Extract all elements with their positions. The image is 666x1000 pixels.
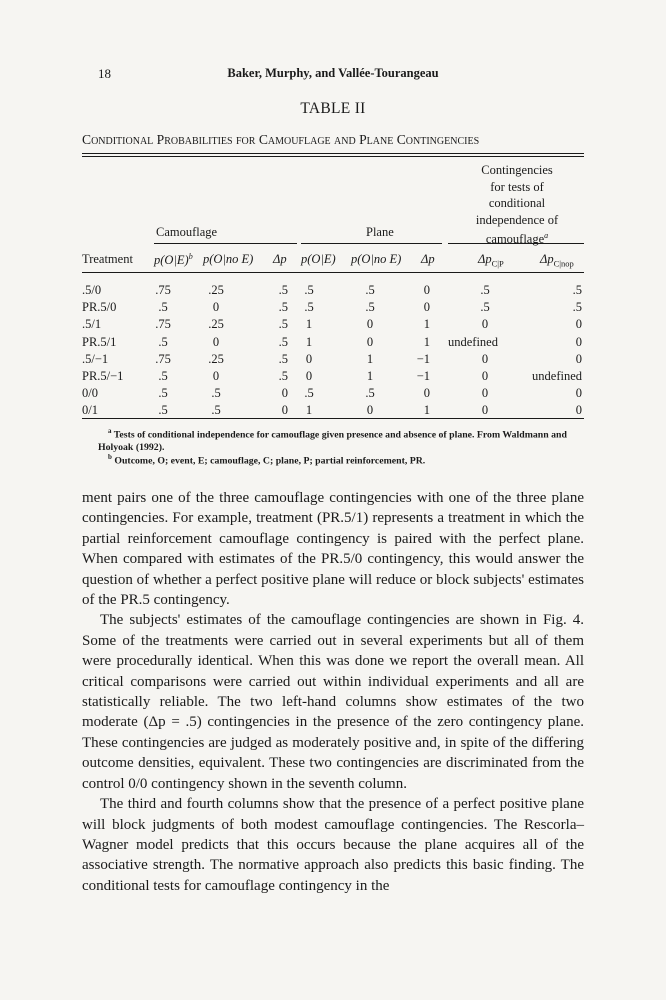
table-cell-p-pnoe: 0 — [366, 334, 374, 349]
table-cell-dp-cp: 0 — [481, 403, 489, 418]
contingencies-group-header: Contingencies for tests of conditional independence of camouflage$^a$ — [475, 163, 559, 247]
table-cell-p-dp: 1 — [423, 317, 430, 332]
table-row — [0, 403, 666, 419]
table-cell-c-poe: .5 — [158, 369, 168, 383]
col-header-dp-cp: $\Delta p_{C|P}$ — [478, 252, 504, 269]
table-cell-c-poe: .75 — [155, 283, 171, 297]
table-cell-dp-cp: .5 — [480, 283, 490, 297]
table-cell-c-poe: .5 — [158, 386, 168, 401]
header-bottom-rule — [82, 272, 584, 273]
table-cell-p-poe: 0 — [305, 351, 313, 366]
col-header-dp-cnop: $\Delta p_{C|nop}$ — [540, 252, 574, 269]
table-row — [0, 283, 666, 299]
table-cell-dp-cnop: .5 — [572, 300, 582, 315]
table-cell-treatment: PR.5/0 — [82, 300, 117, 315]
table-cell-p-poe: 0 — [305, 369, 313, 383]
table-top-rule-2 — [82, 156, 584, 157]
table-cell-c-pnoe: 0 — [212, 334, 220, 349]
table-cell-p-dp: 0 — [423, 283, 430, 297]
table-cell-c-dp: 0 — [281, 403, 288, 418]
footnote-b: $^b$ Outcome, O; event, E; camouflage, C; plane, P; partial reinforcement, PR. — [108, 453, 426, 467]
table-cell-p-poe: 1 — [305, 334, 313, 349]
camouflage-group-header: Camouflage — [156, 225, 218, 239]
table-cell-c-dp: .5 — [278, 317, 288, 332]
table-cell-dp-cnop: .5 — [572, 283, 582, 297]
table-cell-dp-cp: 0 — [481, 369, 489, 383]
table-cell-p-dp: 0 — [423, 386, 430, 401]
paragraph-2: The subjects' estimates of the camouflage contingencies are shown in Fig. 4. Some of the treatments were carried out in several experiments but all of them were procedurally identical. When this was done we report the overall mean. All critical comparisons were carried out within individual experiments and all are statistically reliable. The two left-hand columns show estimates of the two moderate (Δp = .5) contingencies in the presence of the zero contingency plane. These contingencies are judged as moderately positive and, in spite of the differing outcome densities, equivalent. These two contingencies are discriminated from the control 0/0 contingency shown in the seventh column. — [82, 612, 584, 792]
table-cell-treatment: .5/0 — [82, 283, 102, 297]
table-cell-p-pnoe: 0 — [366, 403, 374, 418]
table-cell-dp-cp: 0 — [481, 386, 489, 401]
table-cell-p-poe: 1 — [305, 403, 313, 418]
table-cell-c-pnoe: 0 — [212, 300, 220, 315]
table-cell-p-pnoe: 0 — [366, 317, 374, 332]
page-number: 18 — [98, 66, 111, 81]
table-cell-treatment: PR.5/1 — [82, 334, 117, 349]
table-cell-c-poe: .75 — [155, 351, 171, 366]
table-row — [0, 335, 666, 351]
table-cell-treatment: 0/1 — [82, 403, 98, 418]
table-cell-p-pnoe: 1 — [366, 351, 374, 366]
table-cell-c-poe: .75 — [155, 317, 171, 332]
table-cell-p-dp: 0 — [423, 300, 430, 315]
plane-spanner-rule — [301, 243, 442, 244]
col-header-plane-dp: Δp — [421, 252, 435, 266]
table-cell-p-dp: 1 — [423, 403, 430, 418]
table-cell-c-pnoe: .25 — [208, 351, 224, 366]
contingencies-spanner-rule — [448, 243, 584, 244]
table-cell-p-pnoe: .5 — [365, 386, 375, 401]
table-row — [0, 386, 666, 402]
table-cell-dp-cnop: 0 — [575, 351, 582, 366]
table-cell-p-dp: −1 — [416, 351, 430, 366]
camouflage-spanner-rule — [154, 243, 297, 244]
table-cell-p-pnoe: 1 — [366, 369, 374, 383]
col-header-camouflage-p-o-noe: p(O|no E) — [203, 252, 254, 266]
table-cell-c-pnoe: .25 — [208, 283, 224, 297]
table-top-rule — [82, 153, 584, 154]
table-cell-dp-cnop: 0 — [575, 403, 582, 418]
table-cell-dp-cp: undefined — [448, 334, 498, 349]
table-row — [0, 352, 666, 368]
table-cell-p-pnoe: .5 — [365, 300, 375, 315]
table-cell-c-poe: .5 — [158, 334, 168, 349]
body-text — [82, 488, 584, 896]
col-header-camouflage-dp: Δp — [273, 252, 287, 266]
table-title: Conditional Probabilities for Camouflage and Plane Contingencies — [82, 132, 480, 147]
table-cell-c-dp: .5 — [278, 334, 288, 349]
table-row — [0, 369, 666, 385]
table-cell-dp-cp: 0 — [481, 317, 489, 332]
table-row — [0, 300, 666, 316]
table-cell-dp-cp: .5 — [480, 300, 490, 315]
table-cell-c-pnoe: .5 — [211, 386, 221, 401]
footnote-a: $^a$ Tests of conditional independence for camouflage given presence and absence of plane. From Waldmann and Holyoak (1992). — [98, 427, 567, 454]
table-cell-p-poe: 1 — [305, 317, 313, 332]
col-header-plane-p-o-noe: p(O|no E) — [351, 252, 402, 266]
table-cell-c-dp: .5 — [278, 369, 288, 383]
table-cell-treatment: .5/1 — [82, 317, 102, 332]
plane-group-header: Plane — [366, 225, 394, 239]
table-cell-treatment: 0/0 — [82, 386, 98, 401]
table-cell-p-poe: .5 — [304, 283, 314, 297]
col-header-treatment: Treatment — [82, 252, 133, 266]
table-cell-c-dp: .5 — [278, 300, 288, 315]
table-cell-dp-cp: 0 — [481, 351, 489, 366]
running-head: Baker, Murphy, and Vallée-Tourangeau — [227, 66, 439, 80]
table-cell-dp-cnop: 0 — [575, 334, 582, 349]
table-cell-dp-cnop: 0 — [575, 317, 582, 332]
table-cell-treatment: PR.5/−1 — [82, 369, 124, 383]
table-cell-treatment: .5/−1 — [82, 351, 109, 366]
paragraph-1: ment pairs one of the three camouflage contingencies with one of the three plane contingencies. For example, treatment (PR.5/1) represents a treatment in which the partial reinforcement camouflage contingency is paired with the perfect plane. When compared with estimates of the PR.5/0 contingency, this would answer the question of whether a perfect positive plane will reduce or block subjects' estimates of the PR.5 contingency. — [82, 490, 584, 609]
table-cell-p-dp: 1 — [423, 334, 430, 349]
table-row — [0, 317, 666, 333]
table-cell-c-poe: .5 — [158, 300, 168, 315]
table-cell-p-poe: .5 — [304, 300, 314, 315]
table-cell-c-dp: .5 — [278, 283, 288, 297]
table-label: TABLE II — [300, 100, 366, 117]
table-cell-c-dp: 0 — [281, 386, 288, 401]
table-cell-c-pnoe: .5 — [211, 403, 221, 418]
paragraph-3: The third and fourth columns show that the presence of a perfect positive plane will block judgments of both modest camouflage contingencies. The Rescorla–Wagner model predicts that this occurs because the plane acquires all of the associative strength. The normative approach also predicts this basic finding. The conditional tests for camouflage contingency in the — [82, 796, 584, 894]
table-cell-dp-cnop: undefined — [532, 369, 582, 383]
table-cell-c-poe: .5 — [158, 403, 168, 418]
table-cell-c-pnoe: 0 — [212, 369, 220, 383]
table-cell-p-pnoe: .5 — [365, 283, 375, 297]
col-header-camouflage-p-o-e: $p(O|E)^b$ — [154, 252, 193, 268]
table-cell-p-poe: .5 — [304, 386, 314, 401]
table-cell-c-dp: .5 — [278, 351, 288, 366]
table-cell-p-dp: −1 — [416, 369, 430, 383]
col-header-plane-p-o-e: p(O|E) — [301, 252, 336, 266]
table-bottom-rule — [82, 418, 584, 419]
table-cell-dp-cnop: 0 — [575, 386, 582, 401]
table-cell-c-pnoe: .25 — [208, 317, 224, 332]
